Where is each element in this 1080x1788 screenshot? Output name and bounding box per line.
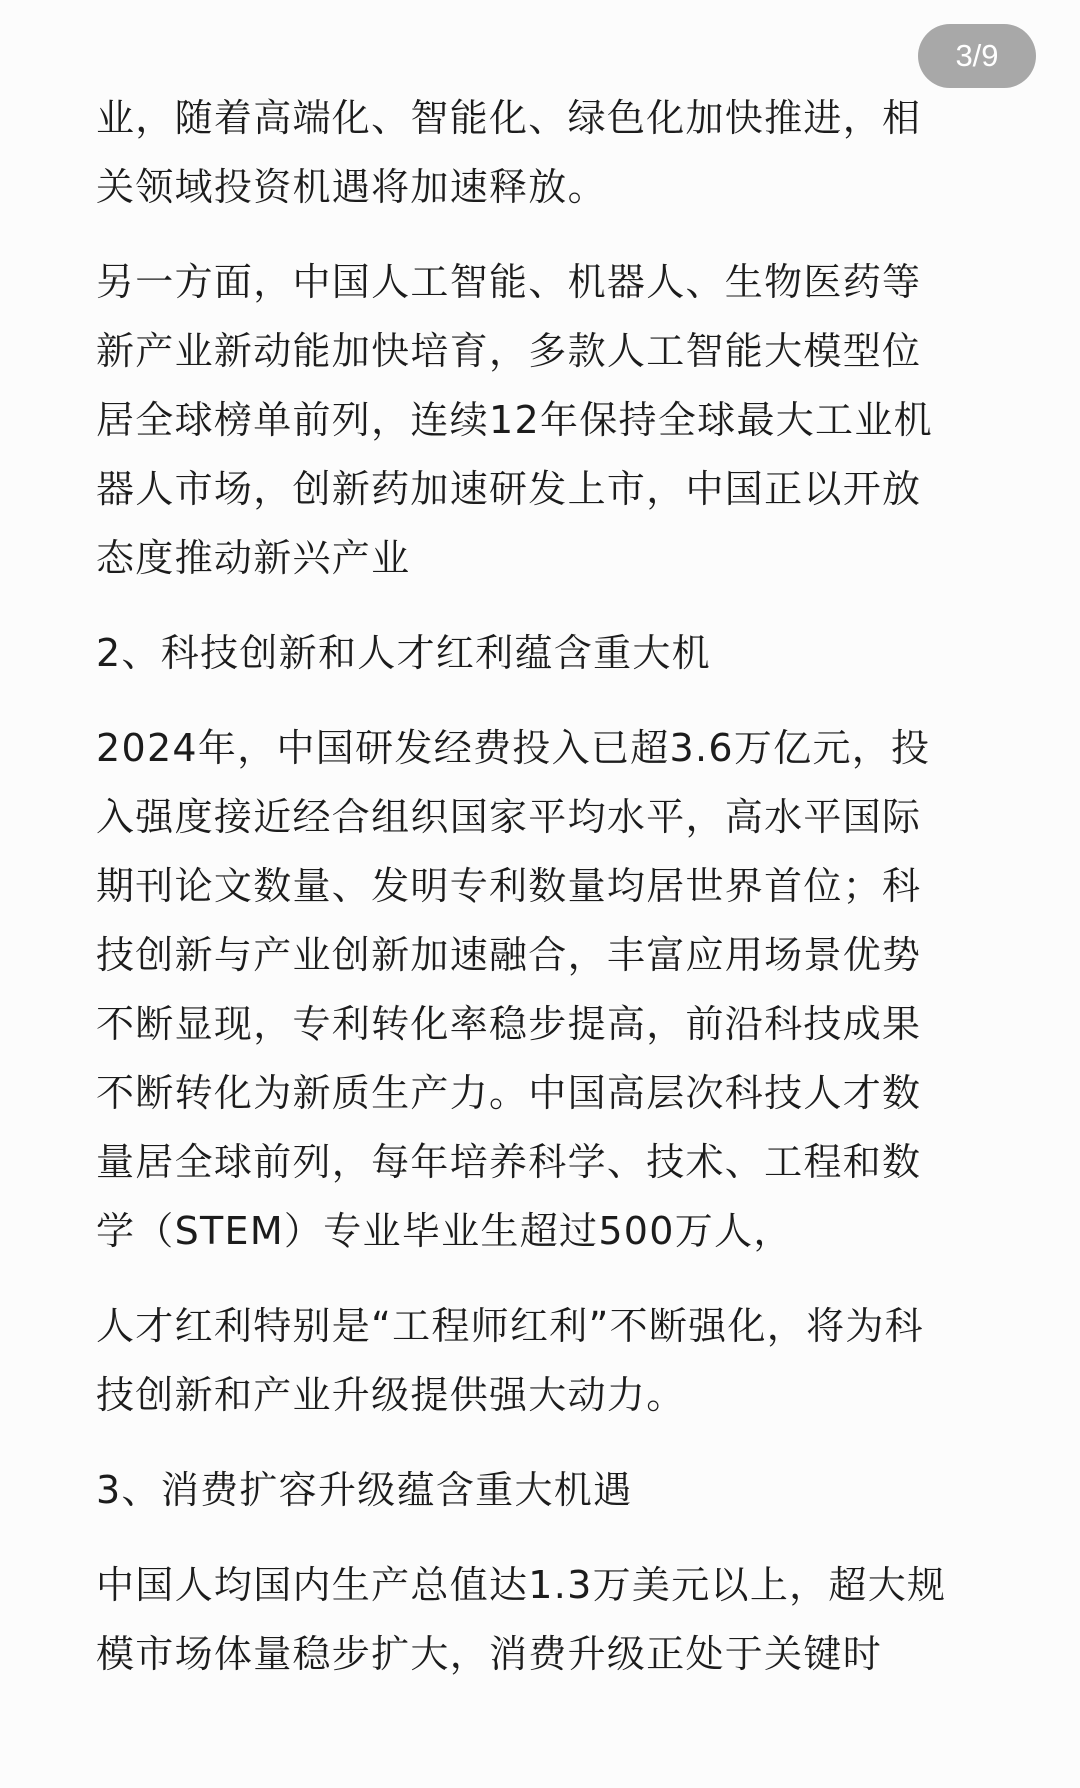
article-body <box>96 84 986 1715</box>
text-line: 人才红利特别是“工程师红利”不断强化，将为科 <box>96 1304 924 1348</box>
text-line: 器人市场，创新药加速研发上市，中国正以开放 <box>96 467 922 511</box>
text-line: 关领域投资机遇将加速释放。 <box>96 165 607 209</box>
text-line: 技创新和产业升级提供强大动力。 <box>96 1373 686 1417</box>
text-line: 学（STEM）专业毕业生超过500万人， <box>96 1209 793 1253</box>
paragraph-investment-release <box>96 84 986 222</box>
text-line: 2024年，中国研发经费投入已超3.6万亿元，投 <box>96 726 931 770</box>
paragraph-rd-investment <box>96 714 986 1266</box>
text-line: 入强度接近经合组织国家平均水平，高水平国际 <box>96 795 922 839</box>
page-indicator: 3/9 <box>918 24 1036 88</box>
text-line: 中国人均国内生产总值达1.3万美元以上，超大规 <box>96 1563 947 1607</box>
text-line: 居全球榜单前列，连续12年保持全球最大工业机 <box>96 398 933 442</box>
text-line: 业，随着高端化、智能化、绿色化加快推进，相 <box>96 96 922 140</box>
text-line: 技创新与产业创新加速融合，丰富应用场景优势 <box>96 933 922 977</box>
text-line: 不断显现，专利转化率稳步提高，前沿科技成果 <box>96 1002 922 1046</box>
text-line: 态度推动新兴产业 <box>96 536 411 580</box>
text-line: 期刊论文数量、发明专利数量均居世界首位；科 <box>96 864 922 908</box>
paragraph-gdp-per-capita <box>96 1551 986 1689</box>
text-line: 新产业新动能加快培育，多款人工智能大模型位 <box>96 329 922 373</box>
paragraph-new-industries <box>96 248 986 593</box>
paragraph-engineer-dividend <box>96 1292 986 1430</box>
section-heading-tech-talent: 2、科技创新和人才红利蕴含重大机 <box>96 631 711 675</box>
text-line: 模市场体量稳步扩大，消费升级正处于关键时 <box>96 1632 883 1676</box>
text-line: 另一方面，中国人工智能、机器人、生物医药等 <box>96 260 922 304</box>
text-line: 量居全球前列，每年培养科学、技术、工程和数 <box>96 1140 922 1184</box>
text-line: 不断转化为新质生产力。中国高层次科技人才数 <box>96 1071 922 1115</box>
section-heading-consumption: 3、消费扩容升级蕴含重大机遇 <box>96 1468 633 1512</box>
